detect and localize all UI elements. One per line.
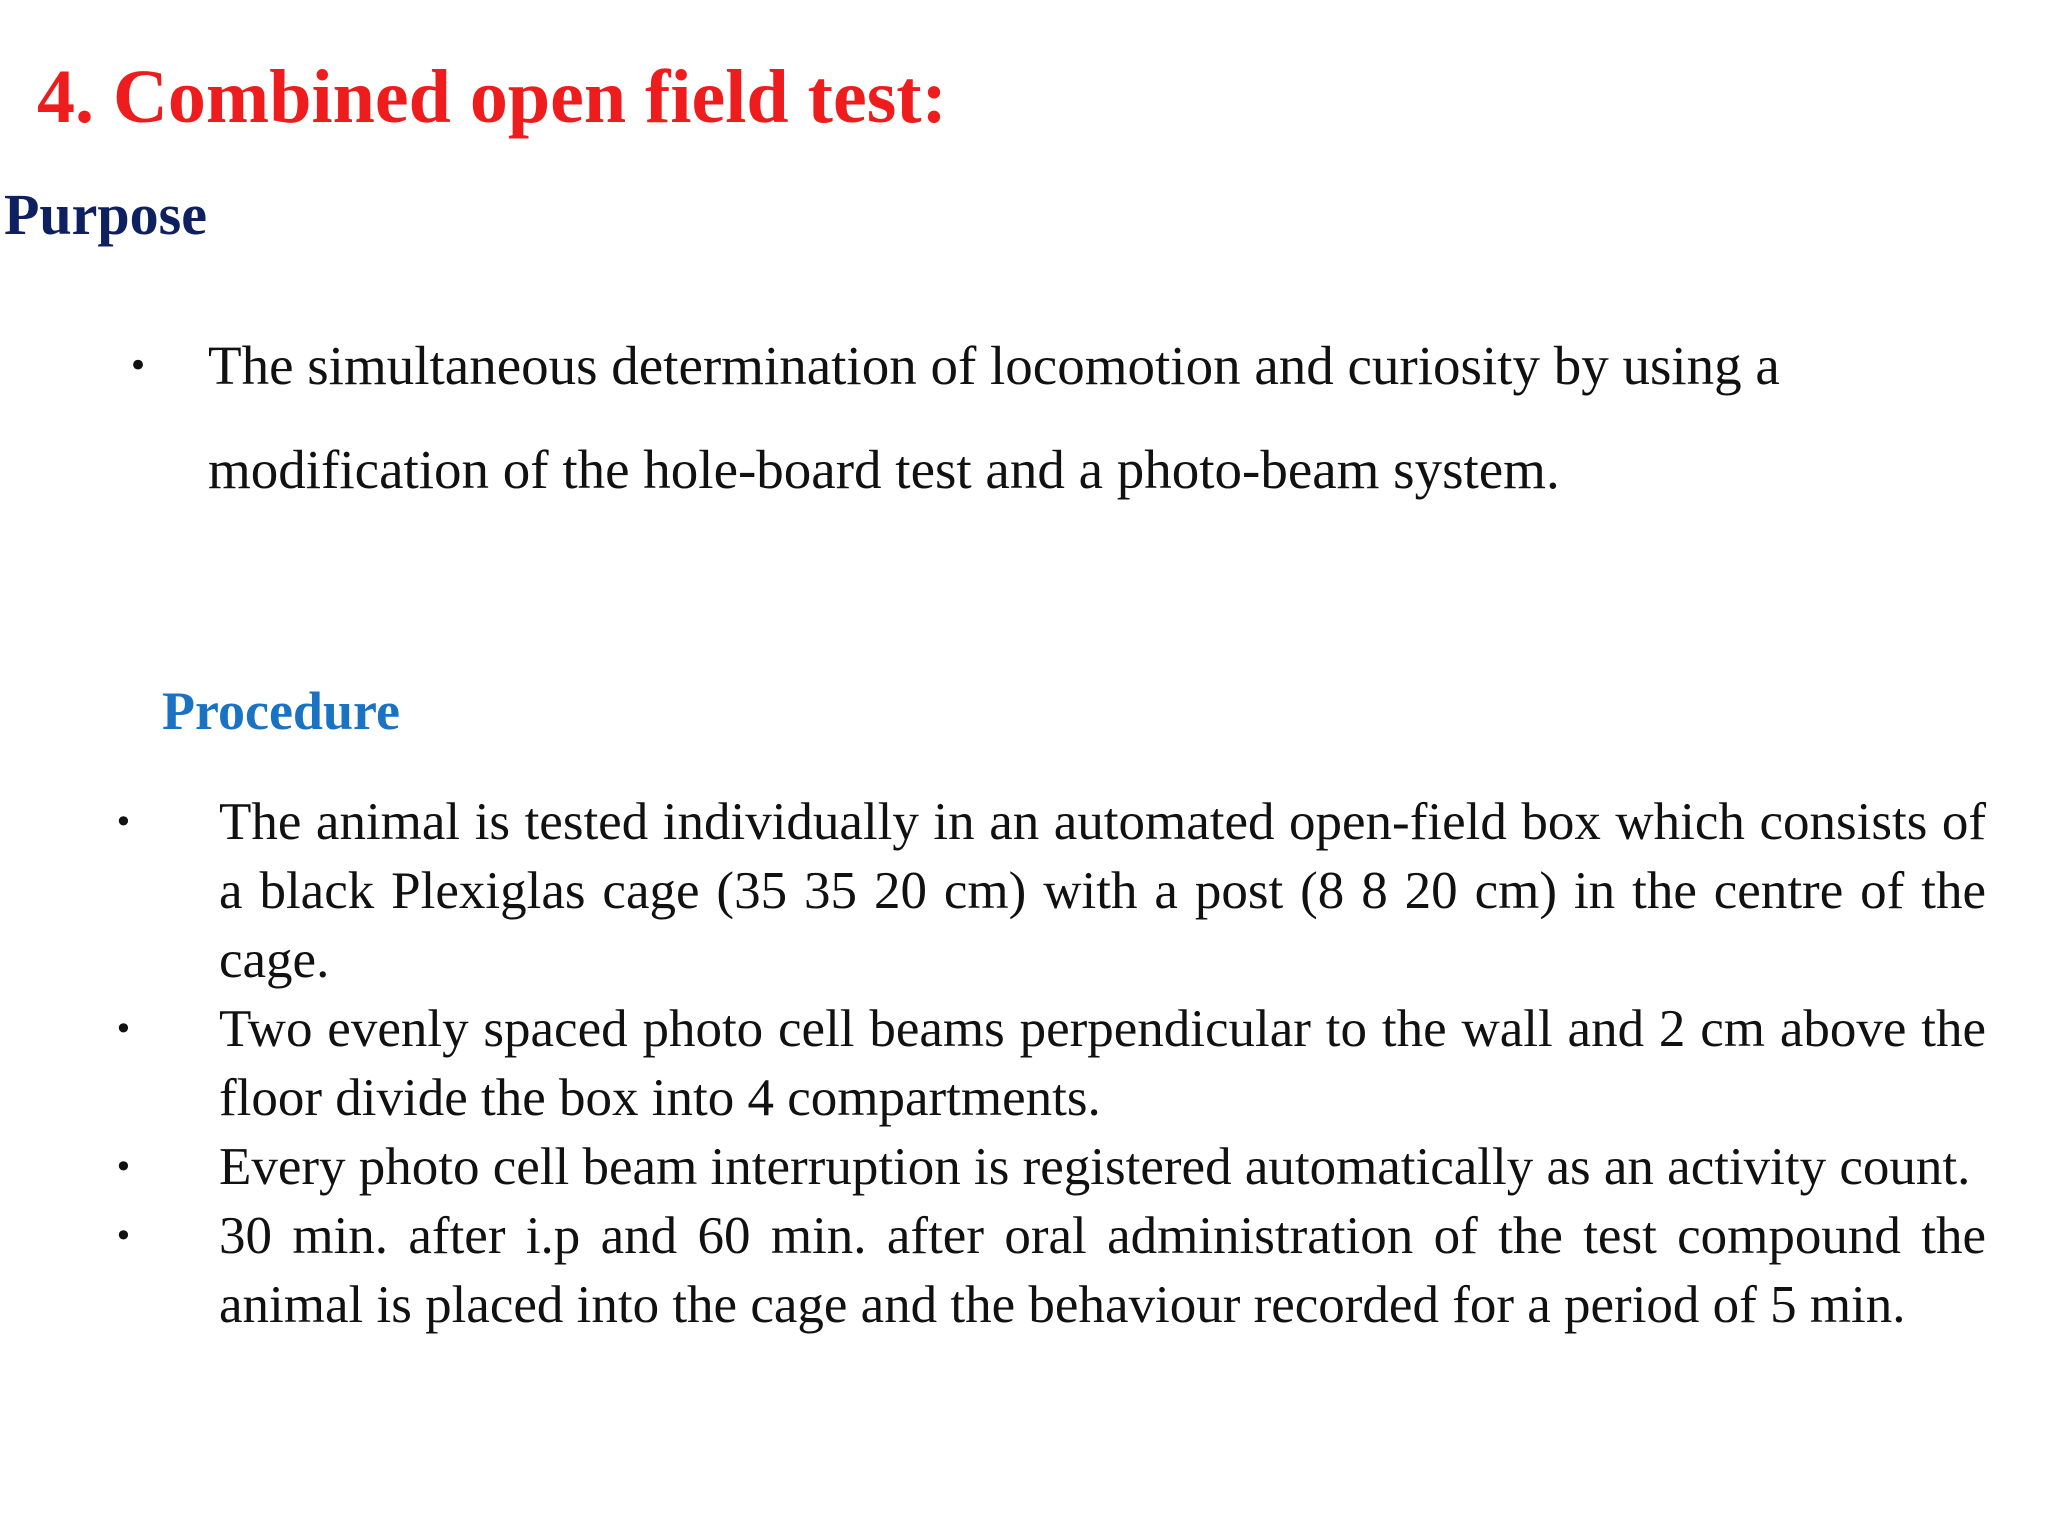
bullet-icon: •: [114, 1148, 133, 1186]
purpose-item-text: The simultaneous determination of locomotion and curiosity by using a modification of the hole-board test and a photo-beam system.: [208, 335, 1780, 500]
list-item: [114, 1133, 1986, 1202]
bullet-icon: •: [114, 1217, 133, 1255]
procedure-heading: Procedure: [162, 681, 400, 741]
bullet-icon: •: [128, 346, 149, 386]
purpose-list: [128, 314, 1828, 522]
list-item: [114, 1202, 1986, 1340]
list-item: [128, 314, 1828, 522]
purpose-heading: Purpose: [4, 182, 207, 247]
list-item: [114, 788, 1986, 995]
procedure-item-text: 30 min. after i.p and 60 min. after oral administration of the test compound the animal is placed into the cage and the behaviour recorded for a period of 5 min.: [219, 1207, 1986, 1334]
bullet-icon: •: [114, 1010, 133, 1048]
procedure-item-text: Two evenly spaced photo cell beams perpendicular to the wall and 2 cm above the floor divide the box into 4 compartments.: [219, 1000, 1986, 1127]
list-item: [114, 995, 1986, 1133]
bullet-icon: •: [114, 803, 133, 841]
procedure-list: [114, 788, 1986, 1340]
slide-title: 4. Combined open field test:: [37, 55, 947, 139]
procedure-item-text: The animal is tested individually in an automated open-field box which consists of a black Plexiglas cage (35 35 20 cm) with a post (8 8 20 cm) in the centre of the cage.: [219, 793, 1986, 989]
procedure-item-text: Every photo cell beam interruption is registered automatically as an activity count.: [219, 1138, 1971, 1196]
